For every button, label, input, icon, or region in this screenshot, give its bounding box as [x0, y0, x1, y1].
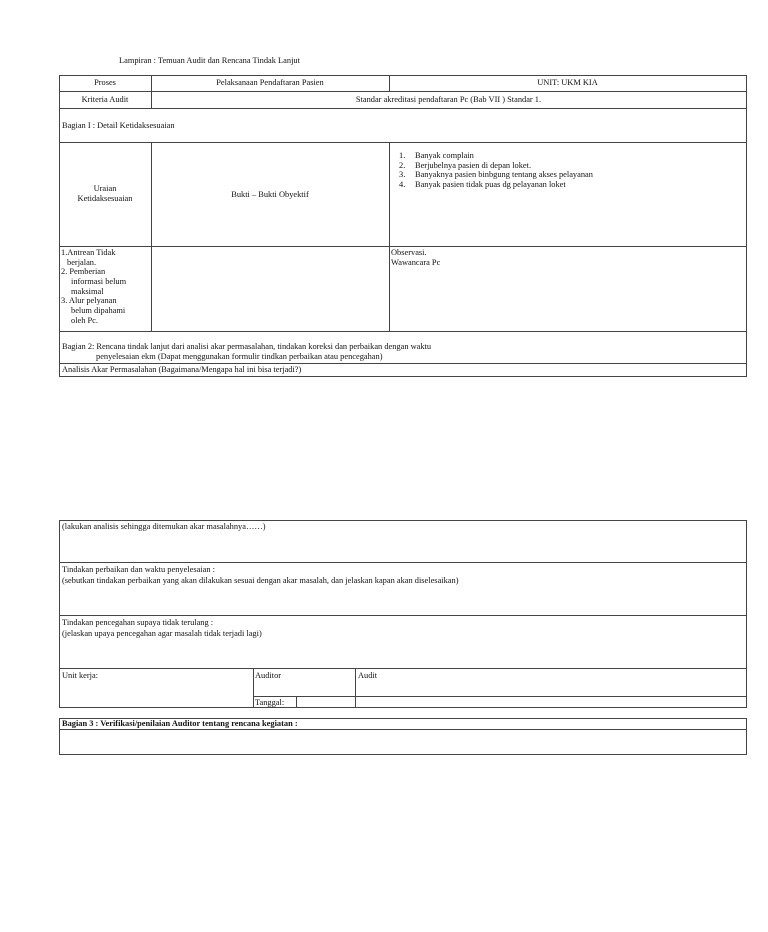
table-border: [59, 91, 747, 92]
bagian3-title: Bagian 3 : Verifikasi/penilaian Auditor tentang rencana kegiatan :: [62, 719, 298, 728]
unit-label: UNIT: UKM KIA: [537, 78, 598, 87]
table-border: [355, 668, 356, 708]
auditor-label: Auditor: [255, 671, 282, 680]
bagian2-subtitle: penyelesaian ekm (Dapat menggunakan formulir tindkan perbaikan atau pencegahan): [96, 352, 383, 361]
uraian-label-2: Ketidaksesuaian: [77, 194, 133, 203]
problem-line: maksimal: [71, 286, 104, 296]
finding-item: 3. Banyaknya pasien binbgung tentang akses pelayanan: [399, 170, 593, 180]
table-border: [59, 707, 747, 708]
problem-line: oleh Pc.: [71, 315, 98, 325]
problems-list: [61, 248, 126, 325]
table-border: [59, 520, 747, 521]
proses-value: Pelaksanaan Pendaftaran Pasien: [216, 78, 324, 87]
finding-item: 2. Berjubelnya pasien di depan loket.: [399, 160, 532, 170]
findings-list: [399, 151, 593, 190]
bagian1-title: Bagian I : Detail Ketidaksesuaian: [62, 121, 175, 130]
pencegahan-note: (jelaskan upaya pencegahan agar masalah tidak terjadi lagi): [62, 629, 262, 638]
table-border: [59, 668, 747, 669]
table-border: [59, 754, 747, 755]
pencegahan-title: Tindakan pencegahan supaya tidak terulang :: [62, 618, 214, 627]
table-border: [59, 331, 747, 332]
table-border: [59, 246, 747, 247]
tanggal-label: Tanggal:: [255, 698, 285, 707]
analisis-label: Analisis Akar Permasalahan (Bagaimana/Mengapa hal ini bisa terjadi?): [62, 365, 302, 374]
problem-line: berjalan.: [67, 257, 97, 267]
problem-line: informasi belum: [71, 276, 127, 286]
table-border: [253, 668, 254, 708]
table-border: [389, 142, 390, 332]
method-observasi: Observasi.: [391, 248, 427, 257]
table-border: [59, 615, 747, 616]
kriteria-value: Standar akreditasi pendaftaran Pc (Bab VII ) Standar 1.: [355, 95, 542, 104]
unit-kerja-label: Unit kerja:: [62, 671, 99, 680]
kriteria-label: Kriteria Audit: [81, 95, 129, 104]
perbaikan-title: Tindakan perbaikan dan waktu penyelesaian :: [62, 565, 215, 574]
table-border: [59, 718, 60, 755]
problem-line: 3. Alur pelyanan: [61, 296, 117, 306]
table-border: [296, 696, 297, 708]
method-wawancara: Wawancara Pc: [391, 258, 441, 267]
table-border: [59, 363, 747, 364]
table-border: [59, 562, 747, 563]
proses-label: Proses: [94, 78, 116, 87]
table-border: [59, 520, 60, 708]
table-border: [59, 108, 747, 109]
page-title: Lampiran : Temuan Audit dan Rencana Tindak Lanjut: [119, 56, 300, 65]
table-border: [59, 75, 747, 76]
table-border: [746, 520, 747, 708]
problem-line: belum dipahami: [71, 305, 126, 315]
problem-line: 2. Pemberian: [61, 267, 106, 277]
table-border: [59, 75, 60, 377]
table-border: [746, 718, 747, 755]
bukti-label: Bukti – Bukti Obyektif: [231, 190, 309, 199]
table-border: [746, 75, 747, 377]
table-border: [59, 729, 747, 730]
finding-item: 4. Banyak pasien tidak puas dg pelayanan loket: [399, 179, 566, 189]
table-border: [253, 696, 747, 697]
problem-line: 1.Antrean Tidak: [61, 248, 116, 257]
table-border: [151, 142, 152, 332]
analisis-note: (lakukan analisis sehingga ditemukan akar masalahnya……): [62, 522, 266, 531]
table-border: [59, 142, 747, 143]
table-border: [59, 376, 747, 377]
bagian2-title: Bagian 2: Rencana tindak lanjut dari analisi akar permasalahan, tindakan koreksi dan perbaikan dengan waktu: [62, 342, 432, 351]
audit-label: Audit: [358, 671, 378, 680]
perbaikan-note: (sebutkan tindakan perbaikan yang akan dilakukan sesuai dengan akar masalah, dan jelaskan kapan akan diselesaikan): [62, 576, 459, 585]
uraian-label: Uraian: [93, 184, 117, 193]
finding-item: 1. Banyak complain: [399, 151, 474, 160]
